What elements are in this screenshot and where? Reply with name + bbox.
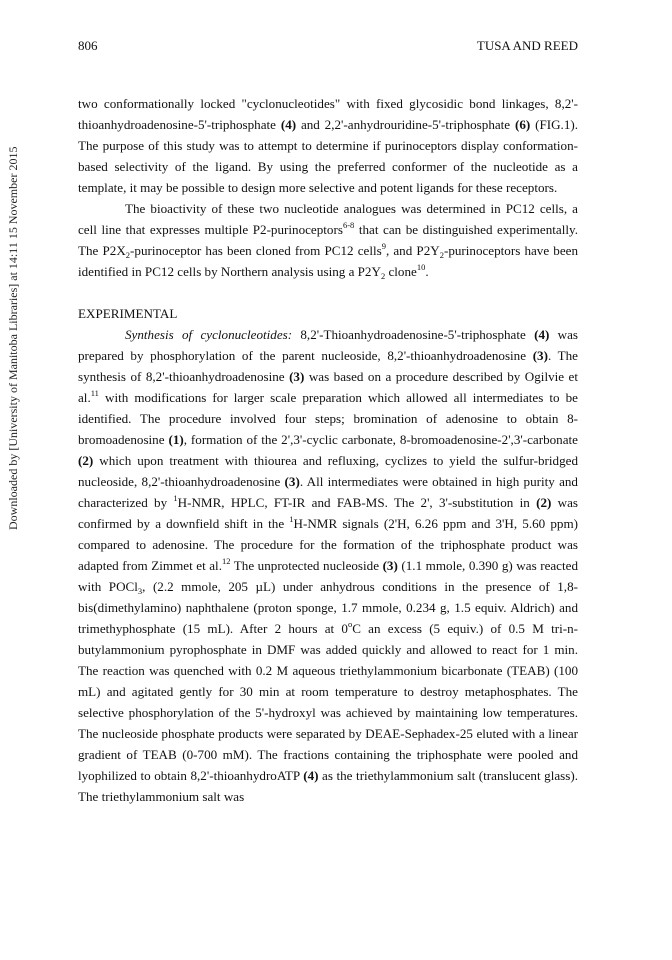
- running-title: TUSA AND REED: [476, 38, 578, 53]
- page-number: 806: [78, 38, 98, 53]
- section-heading: EXPERIMENTAL: [78, 306, 178, 321]
- intro-paragraph: two conformationally locked "cyclonucleotides" with fixed glycosidic bond linkages, 8,2'-thioanhydroadenosine-5'-triphosphate (4) and 2,2'-anhydrouridine-5'-triphosphate (6) (FIG.1). The purpose of this study was to attempt to determine if purinoceptors display conformation-based selectivity of the ligand. By using the preferred conformer of the nucleotide as a template, it may be possible to design more selective and potent ligands for these receptors.: [78, 96, 578, 195]
- synthesis-paragraph: Synthesis of cyclonucleotides: 8,2'-Thioanhydroadenosine-5'-triphosphate (4) was prepared by phosphorylation of the parent nucleoside, 8,2'-thioanhydroadenosine (3). The synthesis of 8,2'-thioanhydroadenosine (3) was based on a procedure described by Ogilvie et al.$^{11}$ with modifications for larger scale preparation which allowed all intermediates to be identified. The procedure involved four steps; bromination of adenosine to obtain 8-bromoadenosine (1), formation of the 2',3'-cyclic carbonate, 8-bromoadenosine-2',3'-carbonate (2) which upon treatment with thiourea and refluxing, cyclizes to yield the sulfur-bridged nucleoside, 8,2'-thioanhydroadenosine (3). All intermediates were obtained in high purity and characterized by $^1$H-NMR, HPLC, FT-IR and FAB-MS. The 2', 3'-substitution in (2) was confirmed by a downfield shift in the $^1$H-NMR signals (2'H, 6.26 ppm and 3'H, 5.60 ppm) compared to adenosine. The procedure for the formation of the triphosphate product was adapted from Zimmet et al.$^{12}$ The unprotected nucleoside (3) (1.1 mmole, 0.390 g) was reacted with POCl$_3$, (2.2 mmole, 205 µL) under anhydrous conditions in the presence of 1,8-bis(dimethylamino) naphthalene (proton sponge, 1.7 mmole, 0.234 g, 1.5 equiv. Aldrich) and trimethyphosphate (15 mL). After 2 hours at 0$^o$C an excess (5 equiv.) of 0.5 M tri-n-butylammonium pyrophosphate in DMF was added quickly and allowed to react for 1 min. The reaction was quenched with 0.2 M aqueous triethylammonium bicarbonate (TEAB) (100 mL) and agitated gently for 30 min at room temperature to destroy metaphosphates. The selective phosphorylation of the 5'-hydroxyl was achieved by maintaining low temperatures. The nucleoside phosphate products were separated by DEAE-Sephadex-25 eluted with a linear gradient of TEAB (0-700 mM). The fractions containing the triphosphate were pooled and lyophilized to obtain 8,2'-thioanhydroATP (4) as the triethylammonium salt (translucent glass). The triethylammonium salt was: [78, 327, 579, 804]
- bioactivity-paragraph: The bioactivity of these two nucleotide analogues was determined in PC12 cells, a cell line that expresses multiple P2-purinoceptors$^{6-8}$ that can be distinguished experimentally. The $P2X_2$-purinoceptor has been cloned from PC12 cells$^9$, and $P2Y_2$-purinoceptors have been identified in PC12 cells by Northern analysis using a $P2Y_2$ clone$^{10}$.: [78, 201, 579, 281]
- article-body: [78, 93, 578, 807]
- download-watermark: Downloaded by [University of Manitoba Libraries] at 14:11 15 November 2015: [6, 146, 20, 530]
- running-header: [78, 38, 578, 54]
